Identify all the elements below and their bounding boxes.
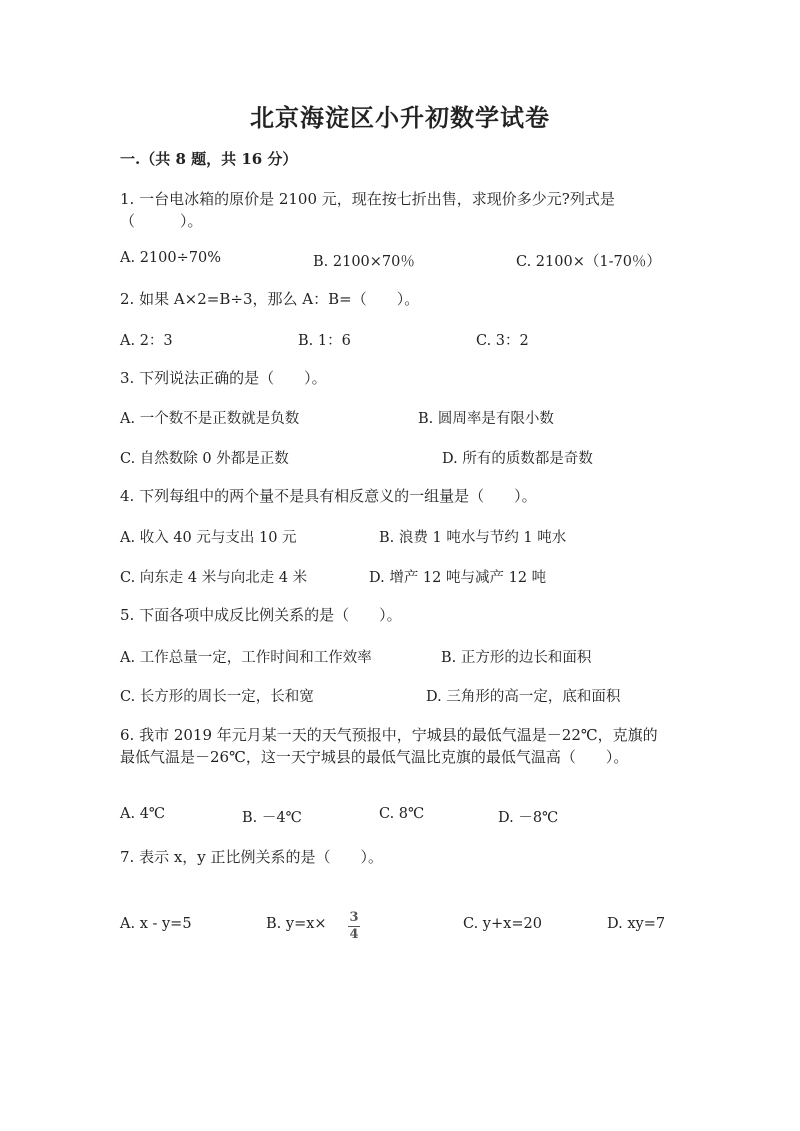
- question-1-option-b: B. 2100×70％: [313, 254, 415, 270]
- question-1-line-1: 1. 一台电冰箱的原价是 2100 元，现在按七折出售，求现价多少元?列式是: [120, 190, 615, 208]
- question-4-option-d: D. 增产 12 吨与减产 12 吨: [369, 570, 547, 586]
- fraction-numerator: 3: [349, 910, 359, 925]
- question-5-option-d: D. 三角形的高一定，底和面积: [426, 689, 621, 705]
- question-1-option-a: A. 2100÷70%: [120, 250, 221, 266]
- question-2-option-c: C. 3：2: [476, 333, 529, 349]
- question-7-option-d: D. xy=7: [607, 916, 666, 932]
- section-heading: 一.（共 8 题，共 16 分）: [120, 150, 298, 168]
- question-6-option-c: C. 8℃: [379, 806, 425, 822]
- question-4-option-a: A. 收入 40 元与支出 10 元: [120, 530, 297, 546]
- question-7-option-a: A. x - y=5: [120, 916, 192, 932]
- page-title: 北京海淀区小升初数学试卷: [250, 103, 550, 132]
- question-1-option-c: C. 2100×（1-70％）: [516, 254, 661, 270]
- question-2-option-a: A. 2：3: [120, 333, 173, 349]
- question-5-option-b: B. 正方形的边长和面积: [441, 650, 592, 666]
- fraction-denominator: 4: [349, 927, 359, 942]
- question-5-option-c: C. 长方形的周长一定，长和宽: [120, 689, 314, 705]
- question-3-option-c: C. 自然数除 0 外都是正数: [120, 451, 289, 467]
- question-4-option-c: C. 向东走 4 米与向北走 4 米: [120, 570, 308, 586]
- question-3-option-a: A. 一个数不是正数就是负数: [120, 411, 300, 427]
- question-4-line-1: 4. 下列每组中的两个量不是具有相反意义的一组量是（ ）。: [120, 487, 537, 505]
- question-6-option-b: B. －4℃: [242, 810, 302, 826]
- question-2-option-b: B. 1：6: [298, 333, 351, 349]
- question-2-line-1: 2. 如果 A×2=B÷3，那么 A：B=（ ）。: [120, 290, 420, 308]
- question-4-option-b: B. 浪费 1 吨水与节约 1 吨水: [379, 530, 567, 546]
- question-6-line-1: 6. 我市 2019 年元月某一天的天气预报中，宁城县的最低气温是－22℃，克旗的: [120, 726, 658, 744]
- question-1-line-2: （ ）。: [120, 212, 203, 230]
- fraction-three-quarters: [343, 910, 365, 943]
- question-6-line-2: 最低气温是－26℃，这一天宁城县的最低气温比克旗的最低气温高（ ）。: [120, 748, 629, 766]
- question-7-option-c: C. y+x=20: [463, 916, 542, 932]
- question-5-option-a: A. 工作总量一定，工作时间和工作效率: [120, 650, 372, 666]
- question-7-option-b: B. y=x×: [266, 916, 327, 932]
- question-6-option-d: D. －8℃: [498, 810, 559, 826]
- question-3-option-d: D. 所有的质数都是奇数: [442, 451, 593, 467]
- question-3-line-1: 3. 下列说法正确的是（ ）。: [120, 369, 327, 387]
- question-5-line-1: 5. 下面各项中成反比例关系的是（ ）。: [120, 606, 402, 624]
- question-7-line-1: 7. 表示 x，y 正比例关系的是（ ）。: [120, 848, 384, 866]
- question-3-option-b: B. 圆周率是有限小数: [418, 411, 554, 427]
- question-6-option-a: A. 4℃: [120, 806, 166, 822]
